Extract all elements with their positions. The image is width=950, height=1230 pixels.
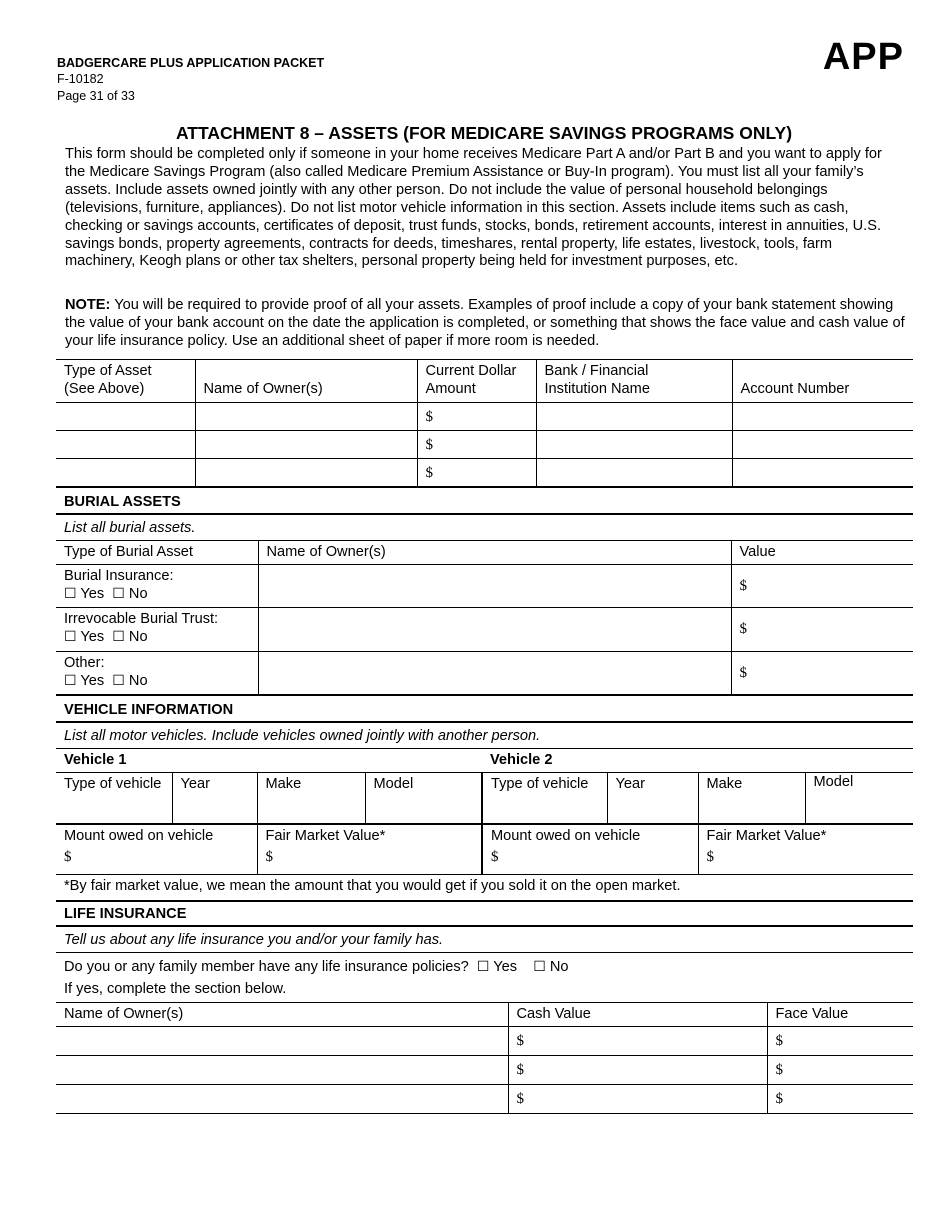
burial-type-cell xyxy=(56,607,258,651)
asset-type-cell[interactable] xyxy=(56,459,195,487)
face-value-cell[interactable]: $ xyxy=(767,1026,913,1055)
page-number: Page 31 of 33 xyxy=(57,89,135,103)
yes-checkbox[interactable]: ☐ xyxy=(476,958,490,975)
app-label: APP xyxy=(822,36,904,78)
life-owner-cell[interactable] xyxy=(56,1055,508,1084)
life-instruction: Tell us about any life insurance you and/or your family has. xyxy=(56,926,913,952)
vehicle1-owed[interactable]: Mount owed on vehicle $ xyxy=(56,824,257,874)
life-heading: LIFE INSURANCE xyxy=(56,901,913,926)
burial-type-cell xyxy=(56,564,258,607)
attachment-title: ATTACHMENT 8 – ASSETS (FOR MEDICARE SAVINGS PROGRAMS ONLY) xyxy=(175,123,793,143)
vehicle1-type[interactable]: Type of vehicle xyxy=(56,772,172,824)
face-value-cell[interactable]: $ xyxy=(767,1055,913,1084)
burial-owner-cell[interactable] xyxy=(258,564,731,607)
burial-heading: BURIAL ASSETS xyxy=(56,489,913,514)
form-number: F-10182 xyxy=(57,72,104,86)
asset-row[interactable] xyxy=(56,403,913,431)
packet-title: BADGERCARE PLUS APPLICATION PACKET xyxy=(57,56,325,70)
col-asset-type: Type of Asset (See Above) xyxy=(56,360,195,403)
life-insurance-table xyxy=(56,901,913,1114)
life-row[interactable] xyxy=(56,1084,913,1113)
vehicle1-fmv[interactable]: Fair Market Value* $ xyxy=(257,824,482,874)
col-burial-value: Value xyxy=(731,540,913,564)
vehicle2-model[interactable]: Model xyxy=(805,772,913,824)
note-text: You will be required to provide proof of all your assets. Examples of proof include a copy of your bank statement showing the value of your bank account on the date the application is completed, or something that shows the face value and cash value of your life insurance policy. Use an additional sheet of paper if more room is needed. xyxy=(65,297,905,349)
assets-table xyxy=(56,359,913,488)
life-if-yes: If yes, complete the section below. xyxy=(64,980,287,997)
asset-amount-cell[interactable]: $ xyxy=(417,431,536,459)
yes-checkbox[interactable]: ☐ xyxy=(64,585,77,602)
burial-label: Other: xyxy=(64,654,105,671)
yes-label: Yes xyxy=(80,585,105,602)
fmv-footnote: *By fair market value, we mean the amount that you would get if you sold it on the open market. xyxy=(56,874,913,901)
col-burial-type: Type of Burial Asset xyxy=(56,540,258,564)
burial-header-row xyxy=(56,540,913,564)
life-question: Do you or any family member have any life insurance policies? xyxy=(64,958,469,975)
asset-owner-cell[interactable] xyxy=(195,403,417,431)
burial-type-cell xyxy=(56,651,258,695)
asset-account-cell[interactable] xyxy=(732,459,913,487)
burial-instruction: List all burial assets. xyxy=(56,514,913,540)
life-owner-cell[interactable] xyxy=(56,1084,508,1113)
no-label: No xyxy=(128,585,148,602)
life-header-row xyxy=(56,1002,913,1026)
burial-row-trust xyxy=(56,607,913,651)
vehicle-table xyxy=(56,697,913,902)
vehicle2-type[interactable]: Type of vehicle xyxy=(482,772,607,824)
vehicle-1-label: Vehicle 1 xyxy=(56,748,482,772)
life-row[interactable] xyxy=(56,1055,913,1084)
col-amount: Current Dollar Amount xyxy=(417,360,536,403)
col-burial-owner: Name of Owner(s) xyxy=(258,540,731,564)
life-row[interactable] xyxy=(56,1026,913,1055)
no-label: No xyxy=(128,672,148,689)
asset-row[interactable] xyxy=(56,459,913,487)
burial-owner-cell[interactable] xyxy=(258,607,731,651)
no-checkbox[interactable]: ☐ xyxy=(533,958,546,975)
asset-bank-cell[interactable] xyxy=(536,431,732,459)
burial-label: Burial Insurance: xyxy=(64,567,174,584)
col-account: Account Number xyxy=(732,360,913,403)
burial-assets-table xyxy=(56,489,913,696)
no-label: No xyxy=(128,628,148,645)
no-checkbox[interactable]: ☐ xyxy=(112,672,125,689)
no-label: No xyxy=(549,958,569,975)
yes-label: Yes xyxy=(493,958,518,975)
col-face-value: Face Value xyxy=(767,1002,913,1026)
cash-value-cell[interactable]: $ xyxy=(508,1026,767,1055)
yes-checkbox[interactable]: ☐ xyxy=(64,628,77,645)
yes-label: Yes xyxy=(80,672,105,689)
burial-value-cell[interactable]: $ xyxy=(731,607,913,651)
intro-paragraph: This form should be completed only if someone in your home receives Medicare Part A and/or Part B and you want to apply for the Medicare Savings Program (also called Medicare Premium Assistance or Buy-In program). You must list all your family’s assets. Include assets owned jointly with any other person. Do not include the value of personal household belongings (televisions, furniture, appliances). Do not list motor vehicle information in this section. Assets include items such as cash, checking or savings accounts, certificates of deposit, trust funds, stocks, bonds, retirement accounts, interest in annuities, U.S. savings bonds, property agreements, contracts for deeds, timeshares, rental property, life estates, livestock, tools, farm machinery, Keogh plans or other tax shelters, personal property being held for investment purposes, etc. xyxy=(65,146,882,270)
no-checkbox[interactable]: ☐ xyxy=(112,628,125,645)
asset-account-cell[interactable] xyxy=(732,403,913,431)
vehicle-detail-row xyxy=(56,772,913,824)
col-owner: Name of Owner(s) xyxy=(195,360,417,403)
burial-row-insurance xyxy=(56,564,913,607)
asset-row[interactable] xyxy=(56,431,913,459)
vehicle-instruction: List all motor vehicles. Include vehicles owned jointly with another person. xyxy=(56,722,913,748)
burial-row-other xyxy=(56,651,913,695)
face-value-cell[interactable]: $ xyxy=(767,1084,913,1113)
vehicle1-model[interactable]: Model xyxy=(365,772,482,824)
life-question-block xyxy=(56,952,913,1002)
asset-type-cell[interactable] xyxy=(56,403,195,431)
vehicle-heading: VEHICLE INFORMATION xyxy=(56,697,913,722)
asset-amount-cell[interactable]: $ xyxy=(417,403,536,431)
col-cash-value: Cash Value xyxy=(508,1002,767,1026)
asset-bank-cell[interactable] xyxy=(536,459,732,487)
burial-value-cell[interactable]: $ xyxy=(731,651,913,695)
yes-label: Yes xyxy=(80,628,105,645)
burial-value-cell[interactable]: $ xyxy=(731,564,913,607)
vehicle1-make[interactable]: Make xyxy=(257,772,365,824)
asset-type-cell[interactable] xyxy=(56,431,195,459)
asset-account-cell[interactable] xyxy=(732,431,913,459)
burial-label: Irrevocable Burial Trust: xyxy=(64,610,219,627)
cash-value-cell[interactable]: $ xyxy=(508,1055,767,1084)
vehicle2-owed[interactable]: Mount owed on vehicle $ xyxy=(482,824,698,874)
col-bank: Bank / Financial Institution Name xyxy=(536,360,732,403)
vehicle-2-label: Vehicle 2 xyxy=(482,748,913,772)
asset-owner-cell[interactable] xyxy=(195,431,417,459)
vehicle-value-row xyxy=(56,824,913,874)
note-paragraph xyxy=(65,297,905,351)
vehicle2-year[interactable]: Year xyxy=(607,772,698,824)
vehicle1-year[interactable]: Year xyxy=(172,772,257,824)
asset-amount-cell[interactable]: $ xyxy=(417,459,536,487)
assets-header-row xyxy=(56,360,913,403)
vehicle2-fmv[interactable]: Fair Market Value* $ xyxy=(698,824,913,874)
asset-owner-cell[interactable] xyxy=(195,459,417,487)
cash-value-cell[interactable]: $ xyxy=(508,1084,767,1113)
yes-checkbox[interactable]: ☐ xyxy=(64,672,77,689)
vehicle2-make[interactable]: Make xyxy=(698,772,805,824)
asset-bank-cell[interactable] xyxy=(536,403,732,431)
life-owner-cell[interactable] xyxy=(56,1026,508,1055)
no-checkbox[interactable]: ☐ xyxy=(112,585,125,602)
col-life-owner: Name of Owner(s) xyxy=(56,1002,508,1026)
note-label: NOTE: xyxy=(65,297,111,313)
burial-owner-cell[interactable] xyxy=(258,651,731,695)
